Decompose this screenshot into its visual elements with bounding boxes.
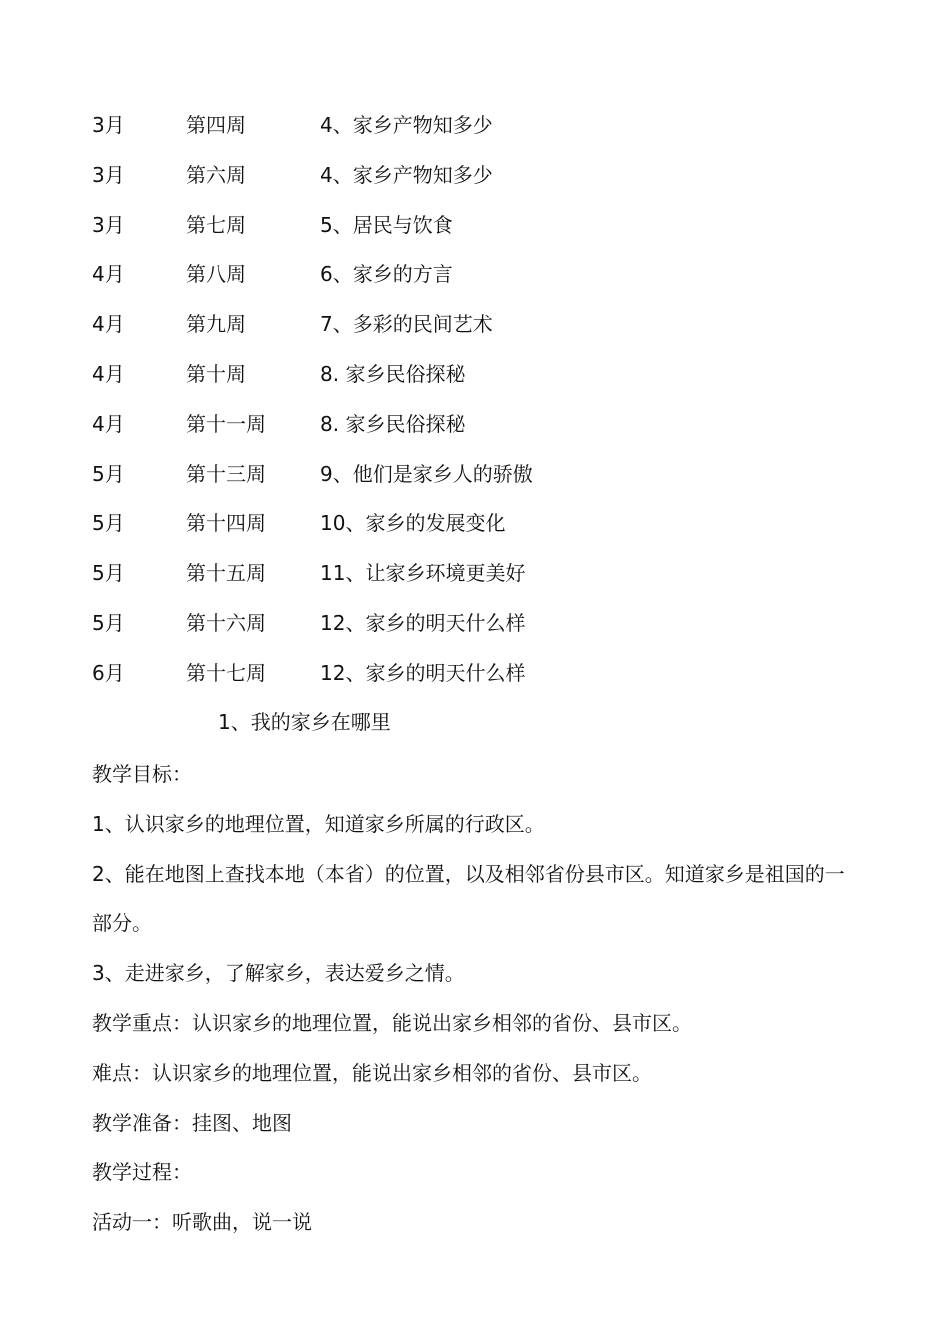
schedule-row — [92, 203, 852, 253]
schedule-lesson: 7、多彩的民间艺术 — [320, 312, 493, 337]
schedule-lesson: 12、家乡的明天什么样 — [320, 610, 526, 635]
schedule-row — [92, 302, 852, 352]
teaching-preparation: 教学准备：挂图、地图 — [92, 1110, 292, 1135]
activity-one: 活动一：听歌曲，说一说 — [92, 1210, 312, 1235]
schedule-week: 第八周 — [186, 262, 246, 287]
schedule-lesson: 8. 家乡民俗探秘 — [320, 411, 466, 436]
schedule-row — [92, 651, 852, 701]
schedule-week: 第四周 — [186, 113, 246, 137]
schedule-month: 3月 — [92, 162, 125, 187]
schedule-lesson: 4、家乡产物知多少 — [320, 113, 493, 137]
schedule-week: 第九周 — [186, 312, 246, 337]
schedule-week: 第七周 — [186, 212, 246, 237]
schedule-lesson: 4、家乡产物知多少 — [320, 162, 493, 187]
schedule-row — [92, 352, 852, 402]
schedule-row — [92, 402, 852, 452]
schedule-week: 第十四周 — [186, 511, 266, 536]
schedule-week: 第十周 — [186, 361, 246, 386]
schedule-month: 5月 — [92, 610, 125, 635]
schedule-lesson: 8. 家乡民俗探秘 — [320, 361, 466, 386]
schedule-week: 第十五周 — [186, 561, 266, 586]
schedule-lesson: 10、家乡的发展变化 — [320, 511, 506, 536]
schedule-row — [92, 551, 852, 601]
schedule-month: 3月 — [92, 212, 125, 237]
schedule-month: 4月 — [92, 361, 125, 386]
objective-item: 3、走进家乡，了解家乡，表达爱乡之情。 — [92, 961, 465, 986]
schedule-row — [92, 103, 852, 153]
schedule-table — [92, 103, 852, 701]
schedule-month: 5月 — [92, 461, 125, 486]
schedule-lesson: 11、让家乡环境更美好 — [320, 561, 526, 586]
lesson-body — [92, 750, 864, 1248]
schedule-row — [92, 452, 852, 502]
schedule-month: 6月 — [92, 660, 125, 685]
schedule-week: 第十三周 — [186, 461, 266, 486]
lesson-title: 1、我的家乡在哪里 — [218, 710, 391, 734]
section-heading-process: 教学过程： — [92, 1160, 192, 1185]
schedule-row — [92, 252, 852, 302]
schedule-week: 第十六周 — [186, 610, 266, 635]
objective-item: 2、能在地图上查找本地（本省）的位置，以及相邻省份县市区。知道家乡是祖国的一部分。 — [92, 861, 845, 936]
objective-item: 1、认识家乡的地理位置，知道家乡所属的行政区。 — [92, 811, 545, 836]
schedule-month: 4月 — [92, 411, 125, 436]
schedule-month: 5月 — [92, 511, 125, 536]
schedule-week: 第六周 — [186, 162, 246, 187]
section-heading-objectives: 教学目标： — [92, 762, 192, 786]
schedule-month: 4月 — [92, 262, 125, 287]
schedule-lesson: 5、居民与饮食 — [320, 212, 453, 237]
schedule-row — [92, 153, 852, 203]
schedule-week: 第十一周 — [186, 411, 266, 436]
schedule-lesson: 9、他们是家乡人的骄傲 — [320, 461, 533, 486]
schedule-row — [92, 601, 852, 651]
difficulties: 难点：认识家乡的地理位置，能说出家乡相邻的省份、县市区。 — [92, 1060, 652, 1085]
schedule-month: 3月 — [92, 113, 125, 137]
schedule-month: 4月 — [92, 312, 125, 337]
schedule-lesson: 6、家乡的方言 — [320, 262, 453, 287]
schedule-lesson: 12、家乡的明天什么样 — [320, 660, 526, 685]
schedule-week: 第十七周 — [186, 660, 266, 685]
schedule-row — [92, 501, 852, 551]
key-points: 教学重点：认识家乡的地理位置，能说出家乡相邻的省份、县市区。 — [92, 1010, 692, 1035]
schedule-month: 5月 — [92, 561, 125, 586]
